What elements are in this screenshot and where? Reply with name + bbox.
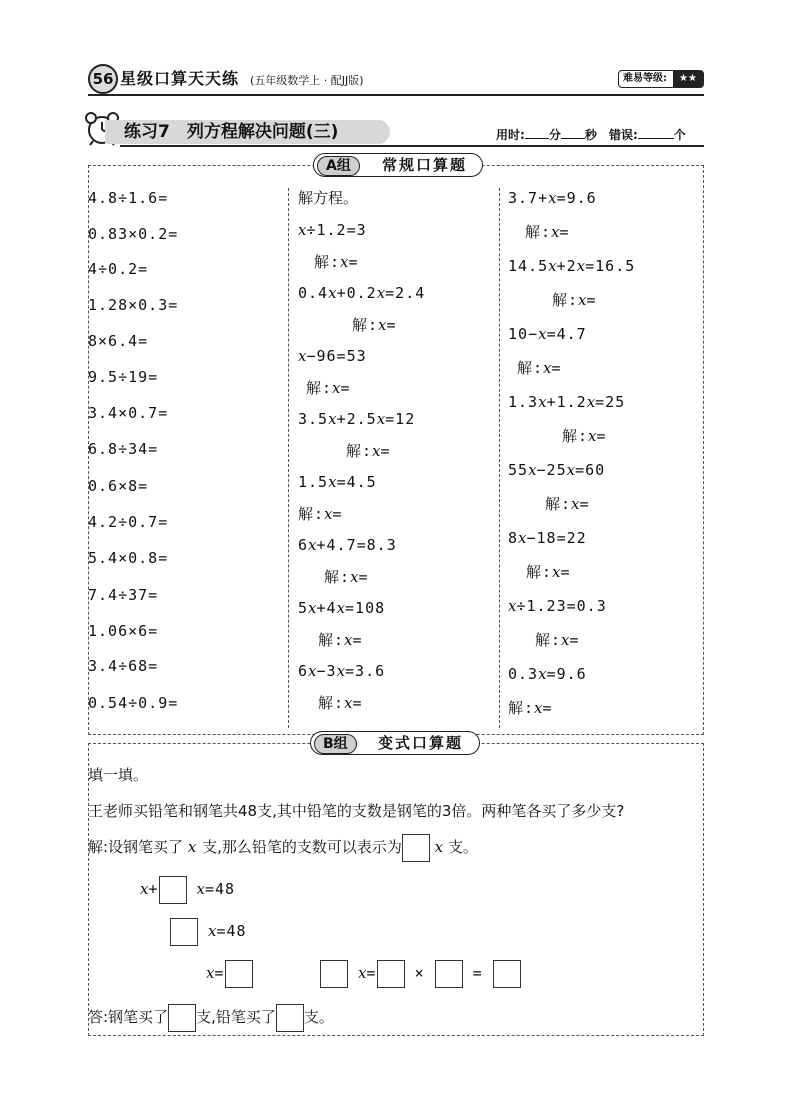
section-a-badge: A组 [317,156,360,176]
difficulty-badge [618,70,704,88]
section-a-title: 常规口算题 [382,156,468,174]
errors-blank[interactable] [638,127,674,139]
minute-blank[interactable] [525,127,549,139]
title-rule [120,145,704,147]
calc-item: 4.2÷0.7= [88,513,169,531]
solution-line: 解:x= [525,223,570,241]
solve-heading: 解方程。 [298,189,359,207]
calc-item: 0.6×8= [88,477,149,495]
solution-line: 解:x= [346,442,391,460]
page-number: 56 [88,64,118,94]
section-b-badge: B组 [314,734,357,754]
solution-line: 解:x= [552,291,597,309]
equation: 1.3x+1.2x=25 [508,393,626,411]
calc-item: 5.4×0.8= [88,549,169,567]
answer-box[interactable] [170,918,198,946]
timing-fields [496,126,686,143]
time-label: 用时: [496,128,525,142]
difficulty-stars: ★★ [673,71,703,87]
word-problem: 王老师买铅笔和钢笔共48支,其中铅笔的支数是钢笔的3倍。两种笔各买了多少支? [88,802,625,820]
series-subtitle: (五年级数学上 · 配JJ版) [250,74,364,87]
solution-line: 解:x= [535,631,580,649]
equation: 0.4x+0.2x=2.4 [298,284,426,302]
answer-box[interactable] [168,1004,196,1032]
answer-box[interactable] [402,834,430,862]
errors-label: 错误: [609,128,638,142]
equation-step-2: x=48 [170,916,247,946]
calc-item: 0.83×0.2= [88,225,179,243]
equation: 55x−25x=60 [508,461,606,479]
equation: 6x−3x=3.6 [298,662,386,680]
section-a-box [88,165,704,735]
section-b-title: 变式口算题 [378,734,464,752]
second-blank[interactable] [561,127,585,139]
calc-item: 9.5÷19= [88,368,159,386]
equation: 1.5x=4.5 [298,473,377,491]
second-label: 秒 [584,128,597,142]
answer-box[interactable] [320,960,348,988]
difficulty-label: 难易等级: [623,73,667,84]
errors-unit: 个 [673,128,686,142]
equation: 0.3x=9.6 [508,665,587,683]
answer-box[interactable] [276,1004,304,1032]
calc-item: 6.8÷34= [88,440,159,458]
calc-item: 7.4÷37= [88,586,159,604]
column-divider-2 [499,188,500,728]
equation: 3.7+x=9.6 [508,189,597,207]
series-title: 星级口算天天练 [120,69,240,88]
calc-item: 4÷0.2= [88,260,149,278]
lesson-title: 练习7 列方程解决问题(三) [124,122,339,142]
equation-step-3: x= [206,958,253,988]
equation: x÷1.23=0.3 [508,597,607,615]
calc-item: 4.8÷1.6= [88,189,169,207]
equation: 10−x=4.7 [508,325,587,343]
solution-line: 解:x= [314,253,359,271]
solution-line: 解:x= [318,631,363,649]
solution-line: 解:x= [318,694,363,712]
equation: 6x+4.7=8.3 [298,536,397,554]
solution-setup: 解:设钢笔买了 x 支,那么铅笔的支数可以表示为 x 支。 [88,832,478,862]
calc-item: 3.4÷68= [88,657,159,675]
equation: 3.5x+2.5x=12 [298,410,416,428]
header-rule [88,94,704,96]
answer-box[interactable] [493,960,521,988]
answer-box[interactable] [435,960,463,988]
solution-line: 解:x= [298,505,343,523]
solution-line: 解:x= [306,379,351,397]
solution-line: 解:x= [352,316,397,334]
calc-item: 1.06×6= [88,622,159,640]
solution-line: 解:x= [545,495,590,513]
calc-item: 0.54÷0.9= [88,694,179,712]
answer-box[interactable] [225,960,253,988]
calc-item: 3.4×0.7= [88,404,169,422]
calc-item: 8×6.4= [88,332,149,350]
equation: x−96=53 [298,347,367,365]
fill-in-instruction: 填一填。 [88,766,149,784]
equation: 5x+4x=108 [298,599,386,617]
minute-label: 分 [548,128,561,142]
solution-line: 解:x= [517,359,562,377]
equation-step-4: x= × = [320,958,521,988]
answer-line: 答:钢笔买了 支,铅笔买了 支。 [88,1002,334,1032]
equation: 14.5x+2x=16.5 [508,257,636,275]
answer-box[interactable] [159,876,187,904]
equation: x÷1.2=3 [298,221,367,239]
equation: 8x−18=22 [508,529,587,547]
calc-item: 1.28×0.3= [88,296,179,314]
solution-line: 解:x= [562,427,607,445]
solution-line: 解:x= [324,568,369,586]
equation-step-1: x+ x=48 [140,874,235,904]
answer-box[interactable] [377,960,405,988]
column-divider-1 [288,188,289,728]
solution-line: 解:x= [508,699,553,717]
solution-line: 解:x= [526,563,571,581]
